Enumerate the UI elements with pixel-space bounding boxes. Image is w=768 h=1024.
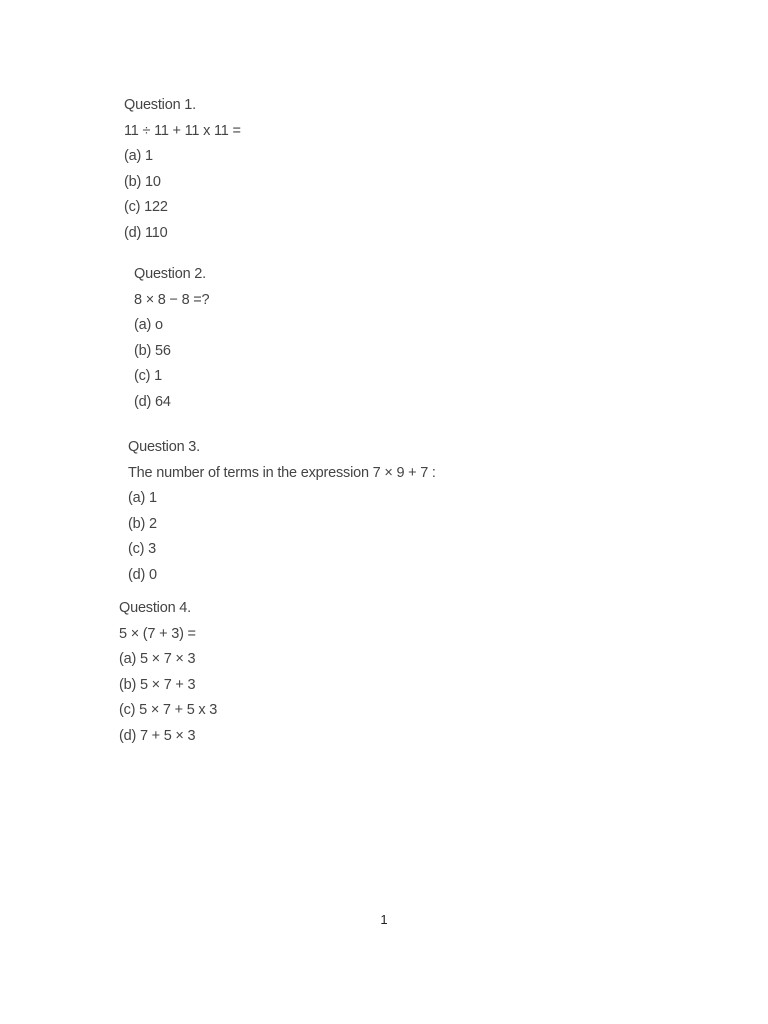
- answer-option-c: (c) 122: [124, 199, 168, 216]
- answer-option-c: (c) 5 × 7 + 5 x 3: [119, 702, 218, 719]
- question-title: Question 1.: [124, 97, 196, 113]
- answer-option-d: (d) 7 + 5 × 3: [119, 727, 196, 744]
- answer-option-d: (d) 64: [134, 393, 171, 410]
- answer-option-b: (b) 5 × 7 + 3: [119, 676, 196, 693]
- question-prompt: 11 ÷ 11 + 11 x 11 =: [124, 122, 241, 139]
- answer-option-b: (b) 2: [128, 515, 157, 532]
- question-title: Question 4.: [119, 600, 191, 616]
- answer-option-a: (a) o: [134, 317, 163, 334]
- answer-option-c: (c) 1: [134, 368, 163, 385]
- question-block-4: [119, 596, 217, 750]
- answer-option-a: (a) 1: [124, 148, 153, 165]
- page-number: 1: [380, 912, 388, 927]
- question-title: Question 2.: [134, 266, 206, 282]
- answer-option-c: (c) 3: [128, 541, 157, 558]
- answer-option-b: (b) 56: [134, 342, 171, 359]
- answer-option-a: (a) 5 × 7 × 3: [119, 651, 196, 668]
- question-prompt: The number of terms in the expression 7 × 9 + 7 :: [128, 464, 436, 481]
- question-title: Question 3.: [128, 439, 200, 455]
- question-block-3: [128, 435, 436, 589]
- question-prompt: 8 × 8 − 8 =?: [134, 291, 210, 308]
- question-block-2: [134, 262, 209, 416]
- question-prompt: 5 × (7 + 3) =: [119, 625, 196, 642]
- question-block-1: [124, 93, 241, 247]
- answer-option-a: (a) 1: [128, 490, 157, 507]
- answer-option-d: (d) 0: [128, 566, 157, 583]
- answer-option-b: (b) 10: [124, 173, 161, 190]
- answer-option-d: (d) 110: [124, 224, 168, 241]
